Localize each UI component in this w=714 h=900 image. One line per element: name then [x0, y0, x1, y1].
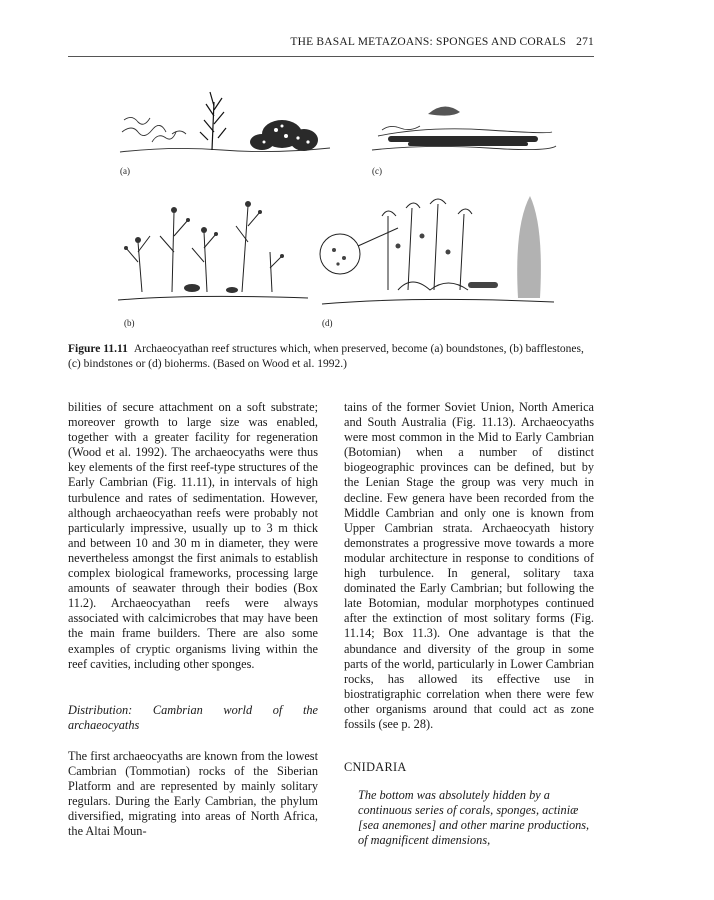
- left-paragraph-2: The first archaeocyaths are known from the lowest Cambrian (Tommotian) rocks of the Siberian Platform and are represented by mainly solitary regulars. During the Early Cambrian, the phylum diversified, migrating into areas of North Africa, the Altai Moun-: [68, 748, 318, 839]
- page-number: 271: [576, 36, 594, 48]
- figure-panel-c: [368, 100, 558, 160]
- epigraph-quote: The bottom was absolutely hidden by a continuous series of corals, sponges, actiniæ [sea anemones] and other marine productions, of magnificent dimensions,: [358, 788, 590, 848]
- right-column: [344, 400, 594, 849]
- header-rule: [68, 56, 594, 57]
- left-column: [68, 400, 318, 839]
- panel-label-d: (d): [322, 318, 333, 328]
- figure-panel-b: [112, 192, 312, 310]
- subheading-distribution: Distribution: Cambrian world of the archaeocyaths: [68, 702, 318, 732]
- figure-panel-a: [112, 72, 332, 164]
- figure-caption-text: Archaeocyathan reef structures which, when preserved, become (a) boundstones, (b) bafflestones, (c) bindstones or (d) bioherms. (Based on Wood et al. 1992.): [68, 343, 584, 370]
- figure-panel-d: [318, 186, 558, 312]
- left-paragraph-1: bilities of secure attachment on a soft substrate; moreover growth to large size was enabled, together with a greater facility for regeneration (Wood et al. 1992). The archaeocyaths were thus key elements of the first reef-type structures of the Early Cambrian (Fig. 11.11), in intervals of high turbulence and rates of sedimentation. However, although archaeocyathan reefs were probably not particularly impressive, usually up to 3 m thick and between 10 and 30 m in diameter, they were nevertheless amongst the first animals to establish complex biological frameworks, processing large amounts of seawater through their bodies (Box 11.2). Archaeocyathan reefs were always associated with calcimicrobes that may have been the main frame builders. There are also some examples of cryptic organisms living within the reef cavities, including other sponges.: [68, 400, 318, 671]
- running-header: [68, 36, 594, 56]
- panel-label-a: (a): [120, 166, 130, 176]
- right-paragraph-1: tains of the former Soviet Union, North America and South Australia (Fig. 11.13). Archaeocyaths were most common in the Mid to Early Cambrian (Botomian) when a number of distinct biogeographic provinces can be defined, but by the Lenian Stage the group was very much in decline. Few genera have been recorded from the Middle Cambrian and only one is known from Upper Cambrian strata. Archaeocyath history demonstrates a progressive move towards a more modular architecture in response to conditions of high turbulence. In general, solitary taxa dominated the Early Cambrian; but following the late Botomian, modular morphotypes continued after the extinction of most solitary forms (Fig. 11.14; Box 11.3). One advantage is that the abundance and diversity of the group in some parts of the world, particularly in Lower Cambrian rocks, has allowed its effective use in biostratigraphic correlation when there were few other organisms around that could act as zone fossils (see p. 28).: [344, 400, 594, 731]
- panel-label-c: (c): [372, 166, 382, 176]
- section-heading-cnidaria: CNIDARIA: [344, 760, 407, 775]
- figure-caption-label: Figure 11.11: [68, 343, 128, 355]
- running-title: THE BASAL METAZOANS: SPONGES AND CORALS: [290, 36, 567, 48]
- figure-caption: [68, 342, 594, 372]
- panel-label-b: (b): [124, 318, 135, 328]
